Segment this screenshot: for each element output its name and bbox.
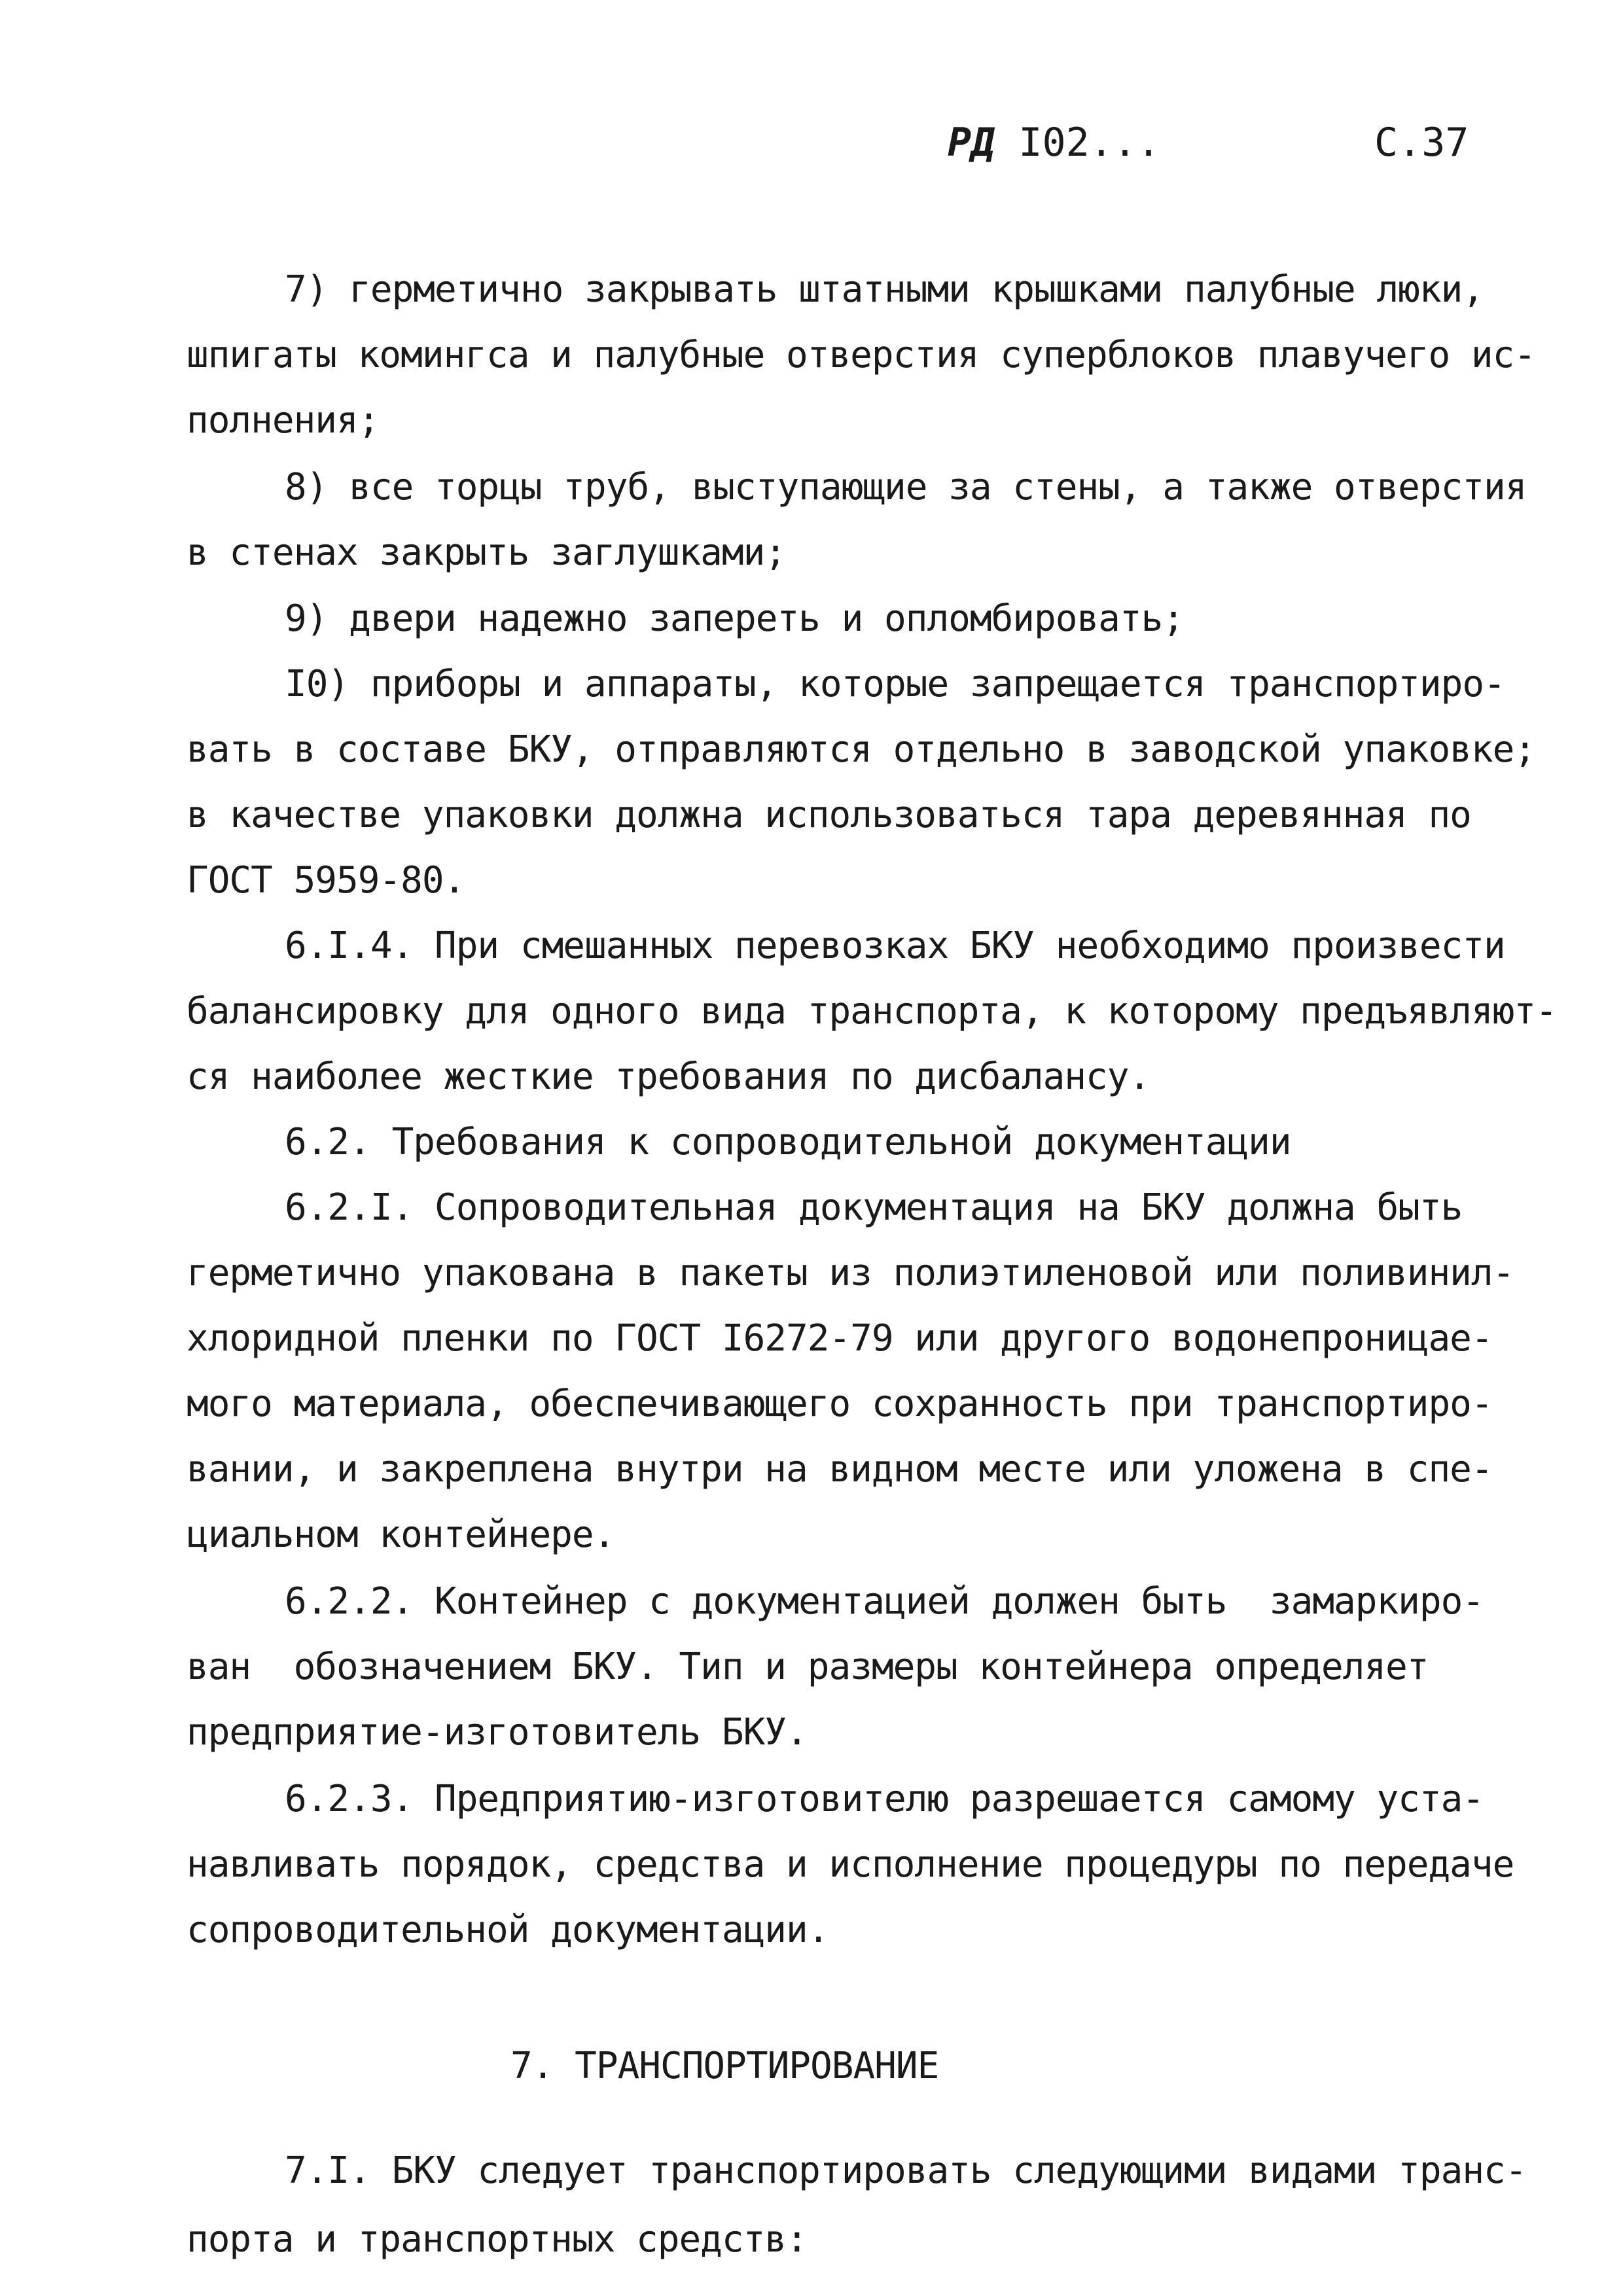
text-line: 9) двери надежно запереть и опломбировать; <box>285 597 1185 640</box>
text-line: герметично упакована в пакеты из полиэтиленовой или поливинил- <box>187 1252 1514 1294</box>
text-line: хлоридной пленки по ГОСТ I6272-79 или другого водонепроницае- <box>187 1317 1493 1360</box>
text-line: 7.I. БКУ следует транспортировать следующими видами транс- <box>285 2149 1527 2192</box>
text-line: шпигаты комингса и палубные отверстия суперблоков плавучего ис- <box>187 334 1536 376</box>
text-line: вании, и закреплена внутри на видном месте или уложена в спе- <box>187 1448 1493 1491</box>
text-line: циальном контейнере. <box>187 1513 615 1556</box>
document-code-prefix: РД <box>948 120 995 166</box>
page-number: С.37 <box>1374 120 1469 166</box>
section-subheading: 6.2. Требования к сопроводительной документации <box>285 1121 1291 1163</box>
text-line: ся наиболее жесткие требования по дисбалансу. <box>187 1055 1150 1098</box>
text-line: 6.2.I. Сопроводительная документация на БКУ должна быть <box>285 1186 1463 1229</box>
text-line: 7) герметично закрывать штатными крышками палубные люки, <box>285 268 1484 311</box>
text-line: в качестве упаковки должна использоваться тара деревянная по <box>187 794 1471 836</box>
text-line: порта и транспортных средств: <box>187 2218 808 2261</box>
text-line: 6.2.3. Предприятию-изготовителю разрешается самому уста- <box>285 1778 1484 1820</box>
text-line: сопроводительной документации. <box>187 1909 829 1951</box>
section-heading: 7. ТРАНСПОРТИРОВАНИЕ <box>510 2045 939 2087</box>
text-line: 8) все торцы труб, выступающие за стены, а также отверстия <box>285 466 1527 508</box>
text-line: вать в составе БКУ, отправляются отдельно в заводской упаковке; <box>187 728 1536 771</box>
text-line: балансировку для одного вида транспорта, к которому предъявляют- <box>187 990 1557 1033</box>
text-line: в стенах закрыть заглушками; <box>187 531 787 574</box>
text-line: 6.2.2. Контейнер с документацией должен быть замаркиро- <box>285 1580 1484 1623</box>
text-line: 6.I.4. При смешанных перевозках БКУ необходимо произвести <box>285 925 1505 967</box>
text-line: I0) приборы и аппараты, которые запрещается транспортиро- <box>285 663 1505 705</box>
text-line: ГОСТ 5959-80. <box>187 859 465 902</box>
text-line: ван обозначением БКУ. Тип и размеры контейнера определяет <box>187 1646 1429 1688</box>
text-line: навливать порядок, средства и исполнение процедуры по передаче <box>187 1843 1514 1886</box>
text-line: предприятие-изготовитель БКУ. <box>187 1711 808 1754</box>
document-code <box>948 120 1160 166</box>
text-line: мого материала, обеспечивающего сохранность при транспортиро- <box>187 1383 1493 1425</box>
text-line: полнения; <box>187 399 380 442</box>
document-code-number: I02... <box>995 120 1161 166</box>
